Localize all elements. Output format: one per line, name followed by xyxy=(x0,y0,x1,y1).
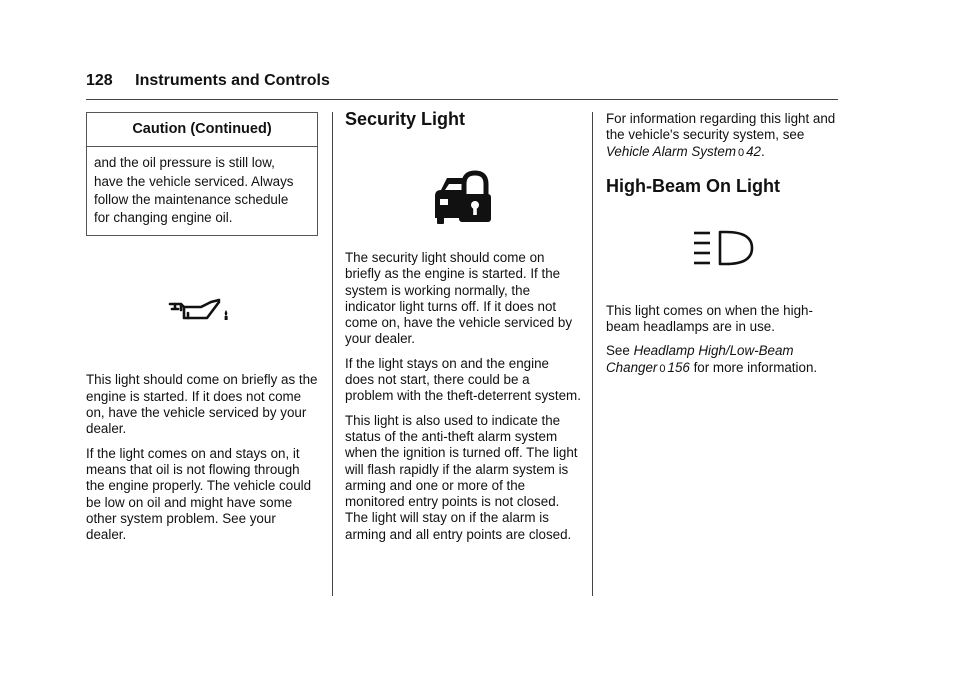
text-run: for more information. xyxy=(693,359,818,375)
paragraph: This light should come on briefly as the engine is started. If it does not come on, have the vehicle serviced by your dealer. xyxy=(86,372,318,437)
vehicle-alarm-system-link[interactable]: Vehicle Alarm System xyxy=(606,143,736,159)
paragraph xyxy=(606,111,841,161)
oil-pressure-icon xyxy=(86,296,318,332)
page-number: 128 xyxy=(86,72,113,89)
paragraph xyxy=(606,343,841,377)
page-ref-arrow: 0 xyxy=(737,146,745,159)
caution-box xyxy=(86,112,318,236)
headlamp-changer-link[interactable]: Headlamp High/Low-Beam Changer xyxy=(606,343,794,375)
caution-line: follow the maintenance schedule xyxy=(94,191,289,207)
high-beam-icon xyxy=(606,229,841,271)
security-light-heading: Security Light xyxy=(345,109,466,129)
paragraph: If the light comes on and stays on, it means that oil is not flowing through the engine properly. The vehicle could be low on oil and might have some other system problem. See your dealer. xyxy=(86,445,312,543)
caution-line: for changing engine oil. xyxy=(94,210,233,226)
caution-title: Caution (Continued) xyxy=(87,113,317,147)
security-lock-icon xyxy=(345,170,581,232)
column-1 xyxy=(86,112,318,551)
text-run: See xyxy=(606,343,630,359)
page-header xyxy=(86,72,330,90)
page-ref[interactable]: 156 xyxy=(667,359,690,375)
caution-line: have the vehicle serviced. Always xyxy=(94,173,294,189)
paragraph: If the light stays on and the engine does not start, there could be a problem with the theft-deterrent system. xyxy=(345,355,581,404)
page-ref[interactable]: 42 xyxy=(746,143,762,159)
page-ref-arrow: 0 xyxy=(659,362,666,375)
section-title: Instruments and Controls xyxy=(135,72,330,89)
paragraph: This light comes on when the high-beam headlamps are in use. xyxy=(606,302,813,335)
column-2 xyxy=(345,108,581,551)
header-rule xyxy=(86,99,838,100)
paragraph: The security light should come on briefly as the engine is started. If the system is working normally, the indicator light turns off. If it does not come on, have the vehicle serviced by your dealer. xyxy=(345,250,573,347)
high-beam-heading: High-Beam On Light xyxy=(606,175,780,196)
text-run: For information regarding this light and the vehicle's security system, see xyxy=(606,111,836,143)
caution-line: and the oil pressure is still low, xyxy=(94,155,275,171)
paragraph: This light is also used to indicate the status of the anti-theft alarm system when the ignition is turned off. The light will flash rapidly if the alarm system is arming and one or more of the monitored entry points is not closed. The light will stay on if the alarm is arming and all entry points are closed. xyxy=(345,412,578,542)
column-3 xyxy=(606,108,841,385)
text-run: . xyxy=(761,143,765,159)
column-divider-2 xyxy=(592,112,593,596)
caution-body xyxy=(87,147,317,235)
column-divider-1 xyxy=(332,112,333,596)
